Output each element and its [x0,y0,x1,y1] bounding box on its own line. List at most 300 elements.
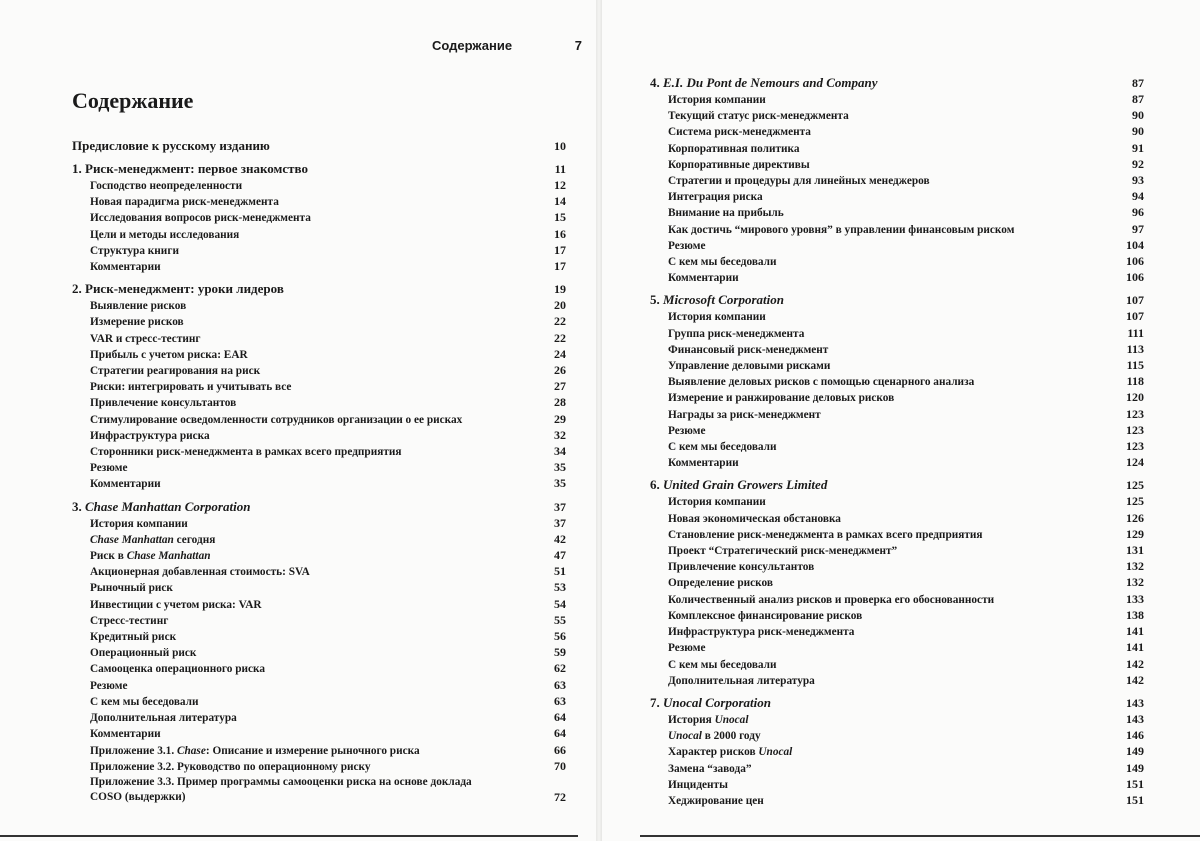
toc-entry-text-part: Группа риск-менеджмента [668,327,805,340]
toc-entry-italic-part: Unocal [668,730,702,743]
toc-entry-text-part: Замена “завода” [668,762,752,775]
toc-section-entry [650,728,1144,744]
toc-entry-title [72,244,179,259]
toc-entry-text-part: Определение рисков [668,577,774,590]
toc-section-entry [72,580,566,596]
toc-entry-text-part: в 2000 году [701,730,761,743]
toc-section-entry [72,428,566,444]
toc-entry-text-part: Комментарии [668,457,739,470]
toc-entry-title [72,380,291,395]
toc-entry-italic-part: Chase Manhattan Corporation [85,498,251,514]
toc-entry-title [650,93,766,108]
toc-section-entry [72,227,566,243]
toc-entry-text-part: VAR и стресс-тестинг [90,332,201,345]
toc-page-number: 143 [1126,711,1144,726]
toc-entry-title [72,332,201,347]
toc-entry-title [650,778,728,793]
toc-entry-text-part: Инциденты [668,778,728,791]
toc-section-entry [650,439,1144,455]
toc-entry-text-part: Операционный риск [90,647,197,660]
toc-entry-title [72,775,490,805]
toc-entry-text-part: Предисловие к русскому изданию [72,138,270,153]
toc-entry-text-part: 1. Риск-менеджмент: первое знакомство [72,161,308,176]
toc-entry-text-part: Комментарии [668,272,739,285]
toc-entry-title [72,646,196,661]
toc-entry-title [72,477,161,492]
toc-entry-italic-part: Chase Manhattan [126,550,211,563]
toc-section-entry [650,793,1144,809]
toc-page-number: 51 [554,564,566,579]
toc-page-number: 141 [1126,640,1144,655]
toc-section-entry [650,358,1144,374]
toc-page-number: 151 [1126,792,1144,807]
toc-entry-text-part: Инфраструктура риск-менеджмента [668,626,855,639]
toc-section-entry [650,189,1144,205]
toc-section-entry [650,92,1144,108]
toc-section-entry [650,124,1144,140]
toc-page-number: 92 [1132,156,1144,171]
toc-chapter-entry [650,476,1144,494]
toc-entry-text-part: Сторонники риск-менеджмента в рамках всего предприятия [90,446,402,459]
toc-entry-text-part: Резюме [668,642,706,655]
toc-section-entry [72,314,566,330]
toc-entry-title [650,593,994,608]
toc-section-entry [72,645,566,661]
toc-entry-text-part: Стимулирование осведомленности сотрудников организации о ее рисках [90,413,463,426]
toc-page-number: 70 [554,758,566,773]
toc-page-number: 63 [554,677,566,692]
toc-entry-italic-part: Unocal [758,746,793,759]
toc-page-number: 64 [554,726,566,741]
toc-entry-title [72,598,262,613]
toc-entry-italic-part: Microsoft Corporation [663,292,784,308]
toc-entry-title [72,348,248,363]
toc-entry-text-part: Хеджирование цен [668,794,764,807]
toc-entry-title [72,549,211,564]
toc-page-number: 142 [1126,672,1144,687]
toc-page-number: 72 [554,790,566,805]
toc-page-number: 138 [1126,607,1144,622]
toc-section-entry [650,673,1144,689]
toc-page-number: 113 [1126,341,1144,356]
running-head [432,38,582,53]
toc-entry-text-part: Исследования вопросов риск-менеджмента [90,212,311,225]
toc-entry-text-part: Корпоративные директивы [668,158,810,171]
toc-entry-text-part: Резюме [90,679,128,692]
toc-entry-title [650,609,862,624]
toc-page-number: 20 [554,298,566,313]
toc-page-number: 55 [554,612,566,627]
toc-page-number: 123 [1126,406,1144,421]
toc-entry-text-part: Дополнительная литература [668,674,815,687]
toc-section-entry [72,629,566,645]
toc-section-entry [650,205,1144,221]
toc-page-number: 59 [554,645,566,660]
toc-entry-text-part: Комментарии [90,261,161,274]
toc-page-number: 16 [554,226,566,241]
toc-entry-text-part: История компании [90,517,188,530]
toc-page-number: 19 [554,282,566,297]
toc-entry-title [650,271,739,286]
toc-entry-text-part: Резюме [668,239,706,252]
toc-section-entry [72,460,566,476]
toc-page-number: 37 [554,515,566,530]
toc-section-entry [650,712,1144,728]
toc-entry-text-part: Комментарии [90,478,161,491]
toc-entry-text-part: Кредитный риск [90,631,177,644]
toc-entry-title [650,359,830,374]
toc-entry-title [72,461,128,476]
toc-section-entry [650,777,1144,793]
toc-entry-title [650,174,930,189]
toc-entry-title [650,391,894,406]
toc-entry-title [72,195,279,210]
toc-entry-text-part: История компании [668,496,766,509]
toc-page-number: 133 [1126,591,1144,606]
toc-page-number: 17 [554,242,566,257]
toc-section-entry [72,516,566,532]
toc-entry-text-part: 7. [650,694,663,710]
toc-page-number: 115 [1126,358,1144,373]
page-bottom-edge [0,835,578,837]
toc-entry-title [650,125,811,140]
toc-entry-text-part: 5. [650,292,663,308]
toc-page-number: 149 [1126,760,1144,775]
toc-chapter-entry [650,694,1144,712]
toc-entry-title [650,440,777,455]
toc-page-number: 107 [1126,293,1144,308]
toc-page-number: 106 [1126,254,1144,269]
page-title: Содержание [72,88,194,113]
toc-entry-text-part: Корпоративная политика [668,142,800,155]
toc-chapter-entry [72,280,566,298]
toc-entry-title [650,762,752,777]
toc-entry-text-part: Приложение 3.3. Пример программы самооценки риска на основе доклада COSO (выдержки) [90,775,472,804]
toc-entry-title [650,794,764,809]
toc-entry-title [72,445,402,460]
toc-entry-text-part: Новая экономическая обстановка [668,512,841,525]
toc-page-number: 111 [1127,325,1144,340]
toc-page-number: 120 [1126,390,1144,405]
toc-page-number: 107 [1126,309,1144,324]
toc-section-entry [72,548,566,564]
toc-section-entry [72,331,566,347]
toc-entry-text-part: Привлечение консультантов [90,397,237,410]
toc-page-number: 27 [554,379,566,394]
toc-entry-title [650,310,766,325]
toc-section-entry [650,494,1144,510]
toc-section-entry [650,407,1144,423]
toc-section-entry [650,157,1144,173]
toc-page-number: 14 [554,194,566,209]
toc-entry-text-part: Текущий статус риск-менеджмента [668,110,849,123]
toc-page-number: 93 [1132,173,1144,188]
toc-entry-text-part: Новая парадигма риск-менеджмента [90,196,279,209]
toc-page-number: 94 [1132,189,1144,204]
toc-section-entry [650,761,1144,777]
toc-section-entry [72,347,566,363]
toc-page-number: 22 [554,314,566,329]
toc-page-number: 22 [554,330,566,345]
toc-entry-text-part: 6. [650,477,663,493]
toc-entry-title [650,745,792,760]
toc-section-entry [72,243,566,259]
toc-section-entry [650,608,1144,624]
toc-entry-title [72,498,250,516]
toc-entry-text-part: Выявление рисков [90,300,187,313]
toc-page-number: 35 [554,476,566,491]
toc-entry-title [72,711,237,726]
toc-page-number: 149 [1126,744,1144,759]
toc-entry-title [650,408,821,423]
toc-entry-text-part: сегодня [173,533,216,546]
toc-entry-title [650,729,761,744]
toc-section-entry [650,423,1144,439]
toc-entry-text-part: Акционерная добавленная стоимость: SVA [90,566,310,579]
toc-section-entry [72,694,566,710]
toc-page-number: 125 [1126,478,1144,493]
toc-page-number: 87 [1132,92,1144,106]
toc-page-number: 62 [554,661,566,676]
toc-entry-title [72,315,184,330]
toc-entry-text-part: Измерение рисков [90,316,184,329]
toc-entry-title [650,239,706,254]
toc-page-number: 10 [554,139,566,153]
toc-list-left [72,137,566,805]
toc-page-number: 37 [554,499,566,514]
toc-page-number: 124 [1126,455,1144,470]
toc-page-number: 91 [1132,140,1144,155]
toc-section-entry [72,298,566,314]
toc-page-number: 64 [554,710,566,725]
toc-entry-text-part: Финансовый риск-менеджмент [668,343,829,356]
toc-entry-title [72,137,270,155]
toc-section-entry [72,661,566,677]
toc-page-number: 29 [554,411,566,426]
toc-section-entry [72,210,566,226]
toc-section-entry [72,678,566,694]
toc-entry-title [72,679,128,694]
toc-page-number: 32 [554,427,566,442]
toc-section-entry [650,222,1144,238]
toc-entry-text-part: Характер рисков [668,746,759,759]
toc-section-entry [650,270,1144,286]
toc-entry-text-part: Приложение 3.1. [90,744,177,757]
toc-page-number: 90 [1132,108,1144,123]
toc-section-entry [72,710,566,726]
toc-section-entry [72,363,566,379]
toc-page-number: 142 [1126,656,1144,671]
toc-entry-text-part: Комментарии [90,728,161,741]
toc-entry-text-part: Внимание на прибыль [668,207,784,220]
toc-entry-text-part: Приложение 3.2. Руководство по операционному риску [90,760,371,773]
toc-page-number: 42 [554,531,566,546]
toc-entry-text-part: Резюме [668,424,706,437]
toc-page-number: 132 [1126,575,1144,590]
toc-entry-text-part: 3. [72,498,85,514]
toc-section-entry [650,455,1144,471]
toc-entry-title [72,517,188,532]
toc-entry-title [72,160,308,178]
toc-entry-text-part: С кем мы беседовали [668,658,777,671]
toc-section-entry [650,624,1144,640]
toc-section-entry [72,743,566,759]
toc-section-entry [72,597,566,613]
toc-entry-text-part: Управление деловыми рисками [668,360,831,373]
toc-entry-title [72,662,265,677]
toc-entry-title [650,343,828,358]
toc-entry-title [650,625,854,640]
toc-entry-title [650,291,784,309]
toc-entry-title [650,694,771,712]
toc-entry-text-part: Как достичь “мирового уровня” в управлении финансовым риском [668,223,1015,236]
toc-entry-title [650,190,763,205]
toc-entry-text-part: Прибыль с учетом риска: EAR [90,348,248,361]
toc-entry-title [72,429,210,444]
toc-entry-title [72,760,371,775]
toc-page-number: 146 [1126,728,1144,743]
toc-entry-text-part: Господство неопределенности [90,180,243,192]
toc-entry-title [72,630,176,645]
toc-list-right [650,74,1144,809]
toc-entry-text-part: Измерение и ранжирование деловых рисков [668,392,895,405]
toc-entry-title [72,565,310,580]
toc-section-entry [72,613,566,629]
toc-page-number: 54 [554,596,566,611]
toc-entry-title [650,109,849,124]
toc-entry-title [650,576,773,591]
toc-entry-text-part: Рыночный риск [90,582,173,595]
toc-entry-title [650,206,784,221]
toc-chapter-entry [650,74,1144,92]
toc-entry-title [72,211,311,226]
toc-section-entry [650,254,1144,270]
toc-entry-title [650,713,748,728]
toc-section-entry [650,559,1144,575]
toc-entry-italic-part: Unocal [714,713,749,726]
toc-page-number: 34 [554,444,566,459]
toc-entry-text-part: Интеграция риска [668,191,763,204]
toc-entry-text-part: Выявление деловых рисков с помощью сценарного анализа [668,376,975,389]
toc-entry-title [72,299,186,314]
toc-entry-title [650,476,827,494]
toc-entry-text-part: История компании [668,311,766,324]
toc-entry-italic-part: E.I. Du Pont de Nemours and Company [663,75,878,90]
toc-section-entry [72,412,566,428]
toc-entry-text-part: Проект “Стратегический риск-менеджмент” [668,545,898,558]
toc-section-entry [650,575,1144,591]
toc-section-entry [650,640,1144,656]
toc-entry-title [650,658,777,673]
toc-section-entry [650,374,1144,390]
toc-entry-title [72,396,236,411]
toc-page-number: 96 [1132,205,1144,220]
toc-entry-text-part: Структура книги [90,244,179,257]
toc-page-number: 24 [554,346,566,361]
toc-entry-text-part: Комплексное финансирование рисков [668,609,863,622]
toc-page-number: 66 [554,742,566,757]
toc-page-number: 56 [554,629,566,644]
toc-section-entry [72,178,566,194]
toc-entry-title [72,364,260,379]
toc-entry-title [650,223,1014,238]
toc-page-number: 63 [554,693,566,708]
toc-page-number: 151 [1126,776,1144,791]
toc-page-number: 129 [1126,526,1144,541]
toc-section-entry [650,657,1144,673]
toc-section-entry [650,342,1144,358]
toc-page-number: 131 [1126,543,1144,558]
toc-section-entry [72,532,566,548]
toc-entry-text-part: Стресс-тестинг [90,614,169,627]
toc-entry-title [650,674,815,689]
toc-entry-text-part: Становление риск-менеджмента в рамках всего предприятия [668,528,983,541]
toc-entry-italic-part: Chase [176,744,206,757]
toc-section-entry [72,564,566,580]
toc-page-number: 28 [554,395,566,410]
toc-entry-italic-part: United Grain Growers Limited [663,477,828,493]
toc-entry-text-part: : Описание и измерение рыночного риска [205,744,420,757]
toc-entry-text-part: С кем мы беседовали [668,441,777,454]
toc-page-number: 53 [554,580,566,595]
toc-entry-text-part: С кем мы беседовали [668,256,777,269]
toc-entry-text-part: Самооценка операционного риска [90,663,266,676]
toc-entry-title [72,413,462,428]
toc-section-entry [650,238,1144,254]
toc-entry-title [72,228,239,243]
left-page [0,0,598,841]
toc-entry-title [650,255,777,270]
toc-entry-title [650,560,814,575]
toc-entry-text-part: Риск в [90,550,127,563]
page-bottom-edge [640,835,1200,837]
toc-entry-title [72,727,161,742]
toc-section-entry [650,326,1144,342]
toc-section-entry [650,744,1144,760]
toc-page-number: 104 [1126,237,1144,252]
toc-entry-text-part: Система риск-менеджмента [668,126,811,139]
toc-entry-text-part: Инфраструктура риска [90,429,210,442]
toc-page-number: 35 [554,460,566,475]
toc-section-entry [72,444,566,460]
toc-chapter-entry [650,291,1144,309]
toc-entry-text-part: Резюме [90,462,128,475]
toc-entry-italic-part: Chase Manhattan [90,533,174,546]
toc-entry-title [650,142,800,157]
toc-page-number: 12 [554,178,566,192]
toc-entry-text-part: Привлечение консультантов [668,561,815,574]
toc-entry-text-part: 4. [650,75,663,90]
toc-entry-title [72,260,161,275]
toc-entry-italic-part: Unocal Corporation [663,694,771,710]
toc-section-entry [650,543,1144,559]
toc-section-entry [72,759,566,775]
running-head-title: Содержание [432,38,513,53]
toc-entry-title [72,533,215,548]
toc-chapter-entry [72,498,566,516]
toc-page-number: 143 [1126,695,1144,710]
toc-section-entry [650,511,1144,527]
toc-page-number: 11 [554,162,566,176]
toc-entry-text-part: Стратегии и процедуры для линейных менеджеров [668,175,930,188]
toc-entry-text-part: Цели и методы исследования [90,228,240,241]
toc-section-entry [72,194,566,210]
toc-entry-title [650,528,983,543]
toc-page-number: 123 [1126,439,1144,454]
toc-section-entry [650,141,1144,157]
toc-page-number: 47 [554,548,566,563]
toc-page-number: 132 [1126,559,1144,574]
